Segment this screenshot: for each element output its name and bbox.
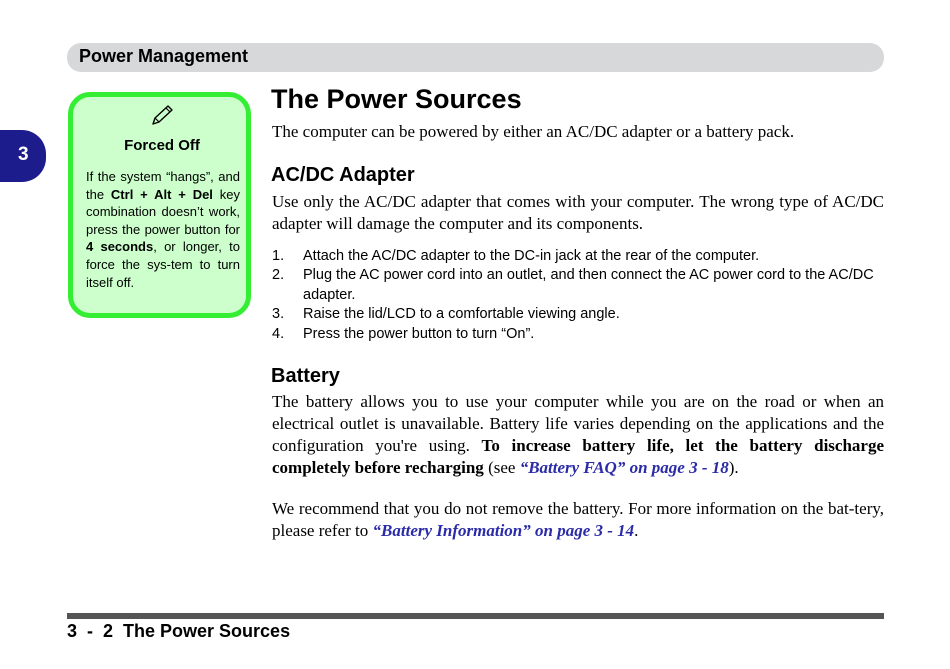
duration: 4 seconds (86, 239, 154, 255)
step-number: 1. (272, 248, 285, 264)
battery-faq-link[interactable]: “Battery FAQ” on page 3 - 18 (519, 458, 729, 477)
step-number: 3. (272, 306, 285, 323)
key-combination: Ctrl + Alt + Del (110, 186, 213, 202)
note-title: Forced Off (124, 137, 200, 154)
list-item (272, 305, 884, 324)
battery-information-link[interactable]: “Battery Information” on page 3 - 14 (372, 521, 635, 540)
battery-heading: Battery (271, 365, 340, 387)
intro-paragraph: The computer can be powered by either an AC/DC adapter or a battery pack. (272, 122, 795, 141)
battery-paragraph-2: We recommend that you do not remove the battery. For more information on the bat-tery, please refer to “Battery Information” on page 3 - 14. (272, 499, 884, 540)
battery-tip: To increase battery life, let the battery discharge completely before recharging (272, 436, 884, 477)
list-item (272, 247, 884, 266)
footer-rule (67, 613, 884, 619)
step-number: 4. (272, 325, 285, 342)
step-text: Raise the lid/LCD to a comfortable viewing angle. (303, 306, 620, 323)
list-item (272, 266, 884, 305)
note-text: If the system “hangs”, and the Ctrl + Alt + Del key combination doesn’t work, press the power button for 4 seconds, or longer, to force the sys-tem to turn itself off. (86, 169, 241, 290)
chapter-number: 3 (18, 144, 29, 165)
acdc-paragraph: Use only the AC/DC adapter that comes with your computer. The wrong type of AC/DC adapter will damage the computer and its components. (272, 192, 884, 233)
pencil-icon (150, 104, 174, 126)
list-item (272, 325, 884, 344)
step-text: Press the power button to turn “On”. (303, 325, 535, 342)
footer-page-label: 3 - 2 The Power Sources (67, 621, 291, 641)
step-text: Plug the AC power cord into an outlet, and then connect the AC power cord to the AC/DC adapter. (303, 267, 874, 303)
battery-paragraph-1: The battery allows you to use your computer while you are on the road or when an electrical outlet is unavailable. Battery life varies depending on the applications and the configuration you're using. To increase battery life, let the battery discharge completely before recharging (see “Battery FAQ” on page 3 - 18). (272, 392, 884, 477)
acdc-steps-list (272, 247, 884, 344)
step-number: 2. (272, 267, 285, 284)
section-header-title: Power Management (79, 46, 249, 66)
page-title: The Power Sources (271, 84, 522, 114)
step-text: Attach the AC/DC adapter to the DC-in jack at the rear of the computer. (303, 248, 760, 264)
acdc-heading: AC/DC Adapter (271, 164, 415, 186)
